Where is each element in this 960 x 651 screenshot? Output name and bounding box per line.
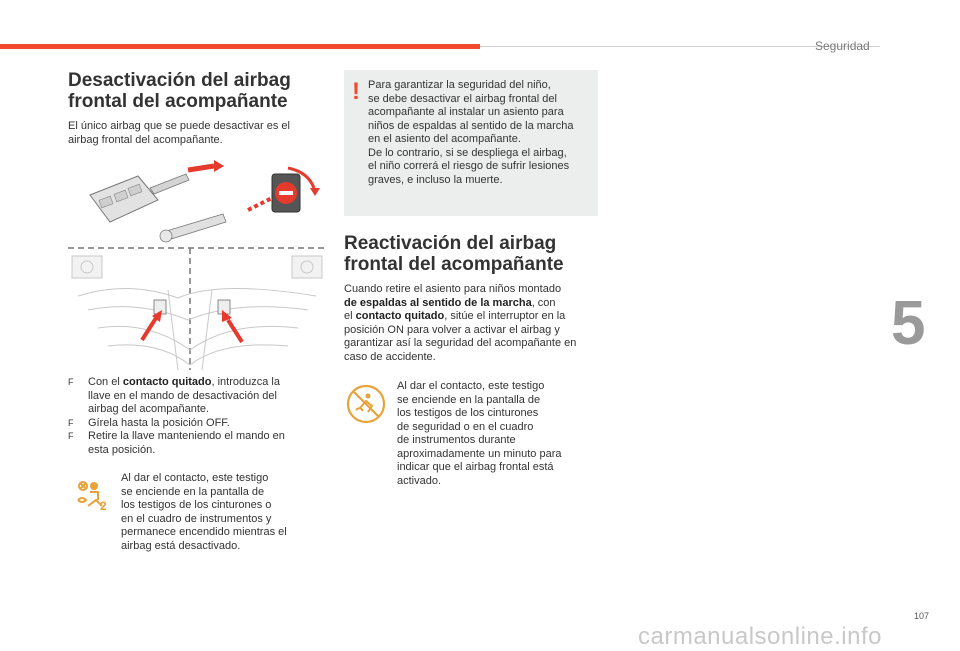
svg-text:2: 2	[100, 499, 107, 512]
chapter-number: 5	[891, 289, 926, 358]
line: airbag del acompañante.	[88, 403, 210, 415]
bullet-mark: F	[68, 417, 74, 428]
right-paragraph: Cuando retire el asiento para niños montado de espaldas al sentido de la marcha, con el contacto quitado, sitúe el interruptor en la posición ON para volver a activar el airbag y garantizar así la seguridad del acompañante en caso de accidente.	[344, 283, 577, 363]
page-number: 107	[914, 611, 930, 621]
left-intro	[68, 120, 328, 147]
off-indicator-text: Al dar el contacto, este testigo se enciende en la pantalla de los testigos de los cinturones o en el cuadro de instrumentos y permanece encendido mientras el airbag está desactivado.	[121, 472, 287, 552]
on-indicator-text: Al dar el contacto, este testigo se enciende en la pantalla de los testigos de los cinturones de seguridad o en el cuadro de instrumentos durante aproximadamente un minuto para indicar que el airbag frontal está activado.	[397, 380, 562, 487]
line: llave en el mando de desactivación del	[88, 389, 277, 402]
bullet-mark: F	[68, 377, 74, 387]
dashboard-sketch	[72, 256, 322, 370]
instruction-list	[68, 376, 328, 457]
right-title-line1: Reactivación del airbag	[344, 233, 557, 254]
right-title-line2: frontal del acompañante	[344, 254, 564, 275]
warning-text: Para garantizar la seguridad del niño, se debe desactivar el airbag frontal del acompañante al instalar un asiento para niños de espaldas al sentido de la marcha en el asiento del acompañante. De lo contrario, si se despliega el airbag, el niño correrá el riesgo de sufrir lesiones graves, e incluso la muerte.	[368, 79, 574, 186]
airbag-on-warning-icon	[346, 384, 386, 424]
arrow-icon	[214, 160, 224, 172]
list-item	[68, 430, 328, 457]
list-item	[68, 417, 328, 431]
watermark: carmanualsonline.info	[638, 623, 882, 650]
airbag-switch-illustration	[68, 160, 326, 370]
intro-line: airbag frontal del acompañante.	[68, 133, 223, 146]
warning-icon: !	[352, 78, 360, 105]
list-item	[68, 376, 328, 417]
line: esta posición.	[88, 443, 156, 456]
right-title	[344, 233, 604, 275]
left-title-line1: Desactivación del airbag	[68, 70, 291, 91]
line: Gírela hasta la posición OFF.	[88, 416, 230, 429]
key-fob-illustration	[90, 174, 189, 222]
header-accent-bar	[0, 44, 480, 49]
section-label: Seguridad	[815, 39, 870, 53]
airbag-off-warning-icon	[76, 480, 108, 512]
bullet-mark: F	[68, 431, 74, 441]
line: Con el contacto quitado, introduzca la	[88, 376, 280, 388]
key-blade-illustration	[160, 214, 226, 242]
line: Retire la llave manteniendo el mando en	[88, 430, 285, 442]
intro-line: El único airbag que se puede desactivar es el	[68, 120, 290, 132]
left-title-line2: frontal del acompañante	[68, 91, 288, 112]
left-title	[68, 70, 328, 112]
airbag-switch	[272, 174, 300, 212]
